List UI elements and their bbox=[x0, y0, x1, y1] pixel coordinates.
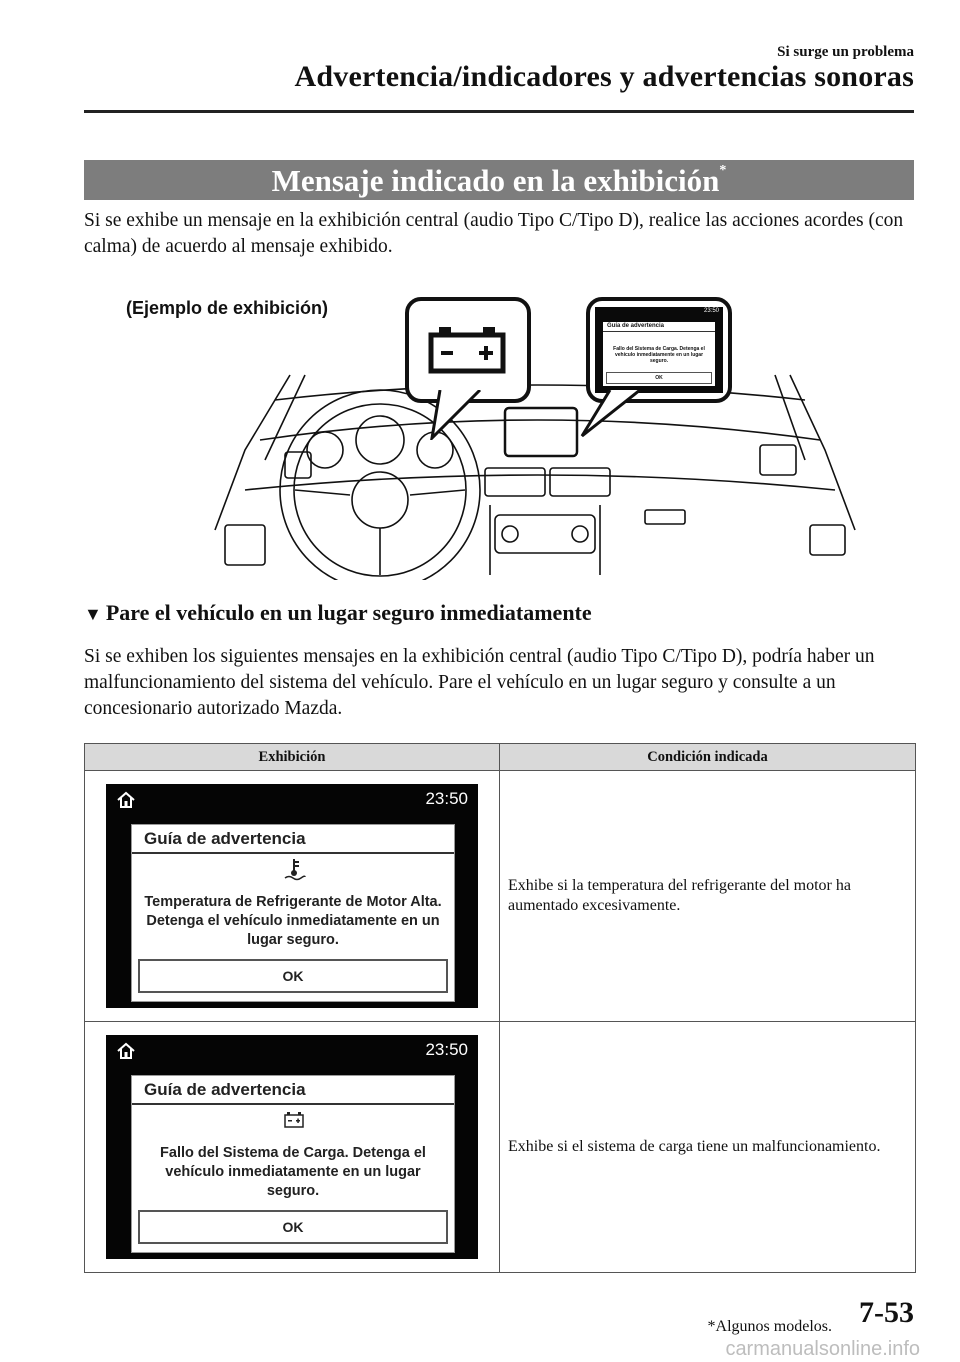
battery-icon bbox=[409, 301, 527, 399]
table-row bbox=[85, 1022, 916, 1273]
ok-button[interactable]: OK bbox=[138, 959, 448, 993]
mini-time: 23:50 bbox=[703, 308, 719, 314]
triangle-down-icon: ▼ bbox=[84, 604, 102, 624]
ok-button[interactable]: OK bbox=[138, 1210, 448, 1244]
warning-panel bbox=[131, 824, 455, 1002]
panel-message: Temperatura de Refrigerante de Motor Alta. Detenga el vehículo inmediatamente en un lugar seguro. bbox=[144, 894, 442, 948]
callout-pointer bbox=[430, 390, 500, 440]
mini-panel bbox=[603, 322, 715, 386]
mini-message: Fallo del Sistema de Carga. Detenga el vehículo inmediatamente en un lugar seguro. bbox=[613, 346, 705, 364]
screen-callout bbox=[586, 297, 732, 403]
callout-pointer-2 bbox=[580, 390, 650, 440]
display-screen bbox=[106, 784, 478, 1008]
condition-cell: Exhibe si el sistema de carga tiene un malfuncionamiento. bbox=[500, 1022, 916, 1273]
page-number: 7-53 bbox=[859, 1296, 914, 1329]
battery-icon bbox=[272, 1108, 316, 1132]
display-cell bbox=[85, 1022, 500, 1273]
section-banner bbox=[84, 160, 914, 200]
message-table bbox=[84, 743, 916, 1273]
home-icon bbox=[116, 790, 136, 810]
mini-display bbox=[595, 307, 723, 393]
section-title: Si surge un problema bbox=[777, 44, 914, 60]
display-screen bbox=[106, 1035, 478, 1259]
table-row bbox=[85, 771, 916, 1022]
mini-ok-button: OK bbox=[606, 372, 712, 384]
home-icon bbox=[116, 1041, 136, 1061]
subsection-title: Pare el vehículo en un lugar seguro inmediatamente bbox=[105, 600, 592, 625]
clock-time: 23:50 bbox=[425, 1040, 468, 1059]
figure-caption: (Ejemplo de exhibición) bbox=[126, 298, 329, 318]
banner-footnote-mark: * bbox=[719, 163, 727, 178]
display-cell bbox=[85, 771, 500, 1022]
mini-title: Guía de advertencia bbox=[607, 323, 665, 329]
panel-message: Fallo del Sistema de Carga. Detenga el vehículo inmediatamente en un lugar seguro. bbox=[160, 1145, 426, 1199]
dashboard-illustration bbox=[205, 290, 865, 580]
clock-time: 23:50 bbox=[425, 789, 468, 808]
panel-title: Guía de advertencia bbox=[144, 1080, 306, 1099]
condition-cell: Exhibe si la temperatura del refrigerante del motor ha aumentado excesivamente. bbox=[500, 771, 916, 1022]
footnote: *Algunos modelos. bbox=[707, 1318, 832, 1335]
intro-paragraph: Si se exhibe un mensaje en la exhibición central (audio Tipo C/Tipo D), realice las acciones acordes (con calma) de acuerdo al mensaje exhibido. bbox=[84, 210, 904, 257]
banner-title: Mensaje indicado en la exhibición bbox=[271, 163, 720, 198]
header-rule bbox=[84, 110, 914, 113]
battery-callout bbox=[405, 297, 531, 403]
warning-panel bbox=[131, 1075, 455, 1253]
body-paragraph: Si se exhiben los siguientes mensajes en la exhibición central (audio Tipo C/Tipo D), podría haber un malfuncionamiento del sistema del vehículo. Pare el vehículo en un lugar seguro y consulte a un concesionario autorizado Mazda. bbox=[84, 646, 875, 719]
page-title: Advertencia/indicadores y advertencias sonoras bbox=[294, 60, 914, 93]
subsection-heading bbox=[84, 600, 592, 626]
column-header-display: Exhibición bbox=[85, 744, 500, 771]
coolant-temperature-icon bbox=[272, 857, 316, 881]
column-header-condition: Condición indicada bbox=[500, 744, 916, 771]
panel-title: Guía de advertencia bbox=[144, 829, 306, 848]
watermark: carmanualsonline.info bbox=[725, 1338, 920, 1360]
